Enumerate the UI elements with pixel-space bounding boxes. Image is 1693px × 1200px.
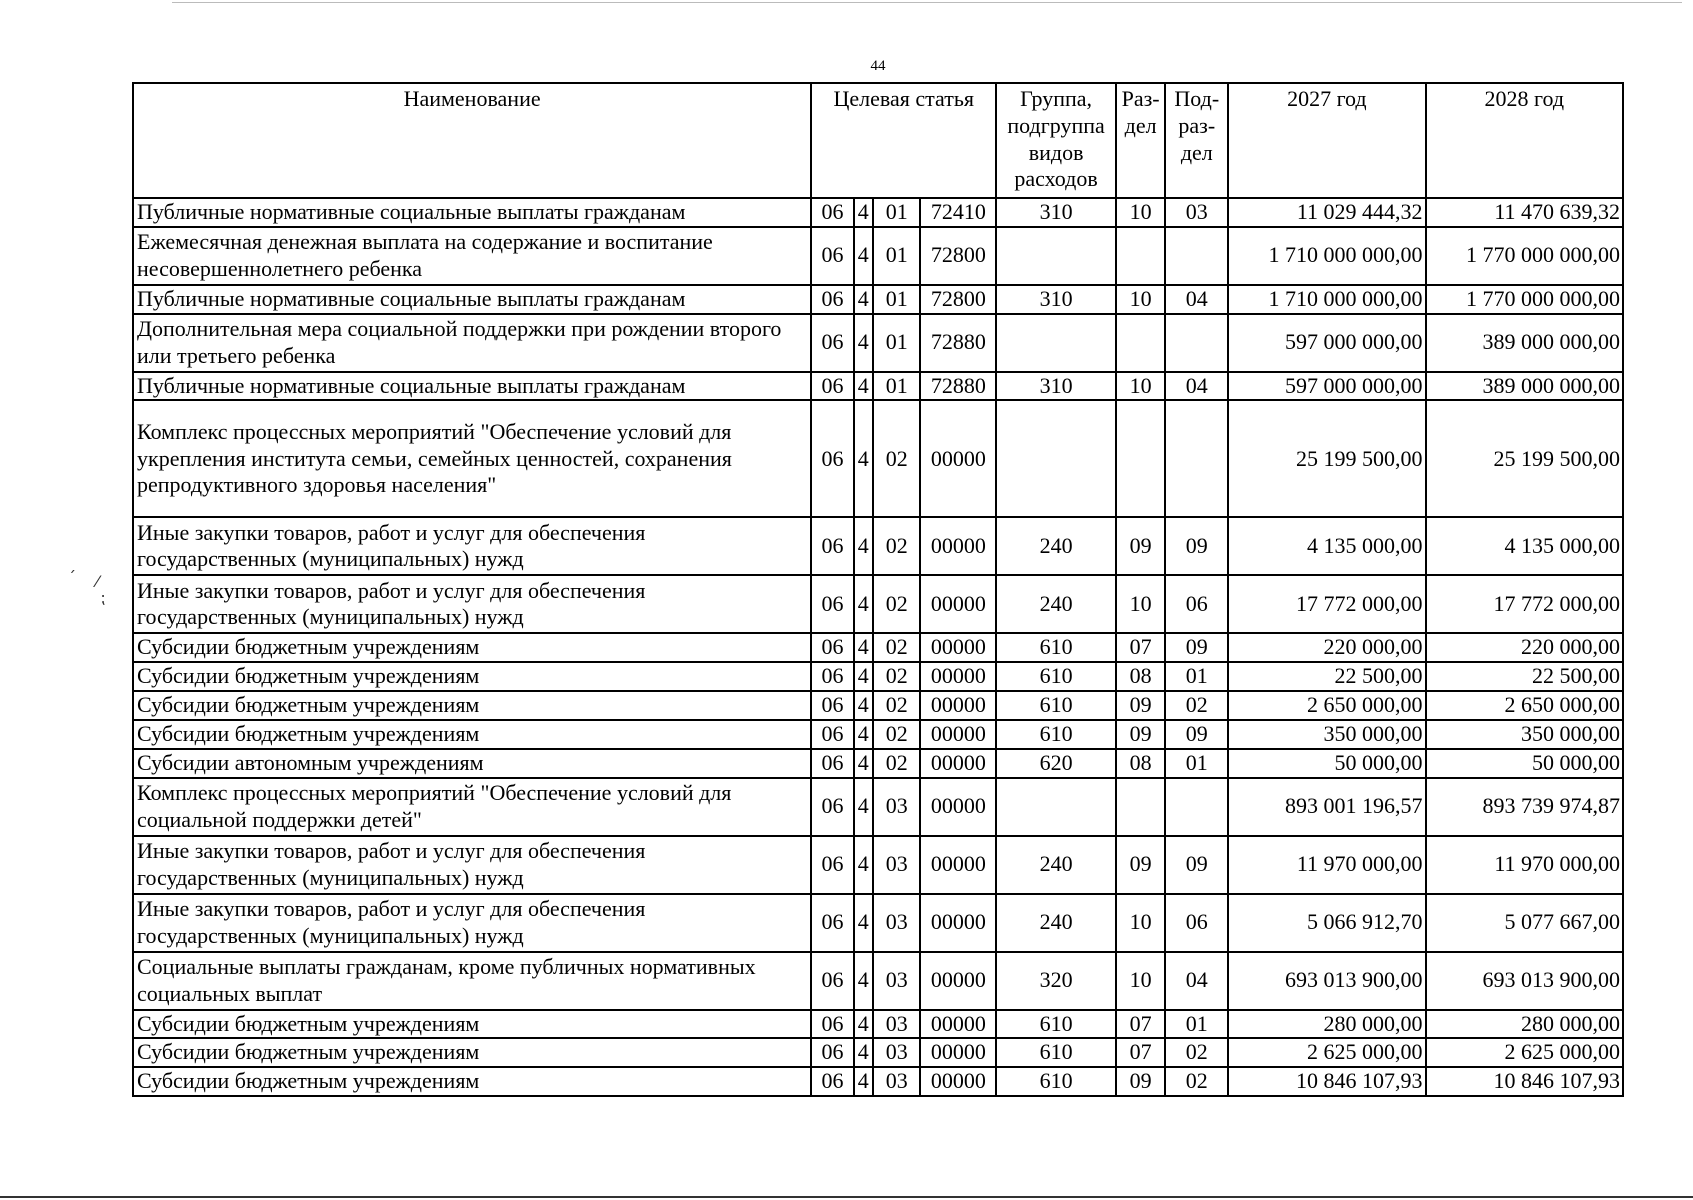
target-code-complex: 03	[873, 1010, 921, 1039]
expense-group: 610	[996, 633, 1115, 662]
target-code-type: 4	[854, 314, 873, 372]
section-code: 09	[1116, 836, 1166, 894]
target-code-program: 06	[811, 720, 854, 749]
section-code: 07	[1116, 633, 1166, 662]
table-row	[133, 691, 1623, 720]
amount-2028: 2 650 000,00	[1426, 691, 1623, 720]
amount-2027: 2 650 000,00	[1228, 691, 1425, 720]
subsection-code: 01	[1165, 749, 1228, 778]
expense-group: 610	[996, 691, 1115, 720]
row-name: Субсидии бюджетным учреждениям	[133, 662, 811, 691]
section-code: 09	[1116, 1067, 1166, 1096]
budget-table	[132, 82, 1624, 1097]
target-code-direction: 00000	[920, 633, 996, 662]
target-code-program: 06	[811, 749, 854, 778]
target-code-direction: 00000	[920, 575, 996, 633]
section-code	[1116, 400, 1166, 517]
target-code-type: 4	[854, 575, 873, 633]
target-code-complex: 03	[873, 1067, 921, 1096]
target-code-complex: 01	[873, 285, 921, 314]
header-target-article: Целевая статья	[811, 83, 996, 198]
target-code-program: 06	[811, 836, 854, 894]
target-code-type: 4	[854, 372, 873, 401]
target-code-program: 06	[811, 400, 854, 517]
expense-group: 610	[996, 720, 1115, 749]
target-code-program: 06	[811, 894, 854, 952]
target-code-program: 06	[811, 314, 854, 372]
expense-group: 320	[996, 952, 1115, 1010]
target-code-program: 06	[811, 372, 854, 401]
row-name: Иные закупки товаров, работ и услуг для обеспечения государственных (муниципальных) нужд	[133, 517, 811, 575]
subsection-code: 01	[1165, 1010, 1228, 1039]
row-name: Иные закупки товаров, работ и услуг для обеспечения государственных (муниципальных) нужд	[133, 894, 811, 952]
target-code-direction: 72880	[920, 372, 996, 401]
table-row	[133, 1067, 1623, 1096]
table-row	[133, 285, 1623, 314]
row-name: Комплекс процессных мероприятий "Обеспечение условий для укрепления института семьи, семейных ценностей, сохранения репродуктивного здоровья населения"	[133, 400, 811, 517]
target-code-complex: 02	[873, 662, 921, 691]
subsection-code: 09	[1165, 836, 1228, 894]
target-code-program: 06	[811, 1010, 854, 1039]
target-code-direction: 00000	[920, 749, 996, 778]
amount-2028: 1 770 000 000,00	[1426, 285, 1623, 314]
amount-2027: 22 500,00	[1228, 662, 1425, 691]
amount-2028: 389 000 000,00	[1426, 372, 1623, 401]
amount-2027: 597 000 000,00	[1228, 314, 1425, 372]
target-code-direction: 00000	[920, 1038, 996, 1067]
target-code-direction: 00000	[920, 894, 996, 952]
target-code-program: 06	[811, 1038, 854, 1067]
table-header-row	[133, 83, 1623, 198]
target-code-type: 4	[854, 1010, 873, 1039]
target-code-type: 4	[854, 400, 873, 517]
row-name: Субсидии бюджетным учреждениям	[133, 691, 811, 720]
amount-2028: 893 739 974,87	[1426, 778, 1623, 836]
target-code-complex: 03	[873, 778, 921, 836]
target-code-type: 4	[854, 517, 873, 575]
expense-group: 310	[996, 372, 1115, 401]
amount-2028: 25 199 500,00	[1426, 400, 1623, 517]
section-code: 09	[1116, 720, 1166, 749]
table-row	[133, 1010, 1623, 1039]
amount-2028: 1 770 000 000,00	[1426, 227, 1623, 285]
target-code-direction: 72800	[920, 285, 996, 314]
subsection-code: 04	[1165, 372, 1228, 401]
amount-2027: 25 199 500,00	[1228, 400, 1425, 517]
page-number: 44	[870, 58, 886, 74]
row-name: Дополнительная мера социальной поддержки при рождении второго или третьего ребенка	[133, 314, 811, 372]
amount-2028: 280 000,00	[1426, 1010, 1623, 1039]
target-code-type: 4	[854, 952, 873, 1010]
expense-group: 610	[996, 1067, 1115, 1096]
subsection-code	[1165, 400, 1228, 517]
section-code: 10	[1116, 372, 1166, 401]
target-code-direction: 00000	[920, 720, 996, 749]
target-code-complex: 03	[873, 836, 921, 894]
target-code-program: 06	[811, 952, 854, 1010]
table-row	[133, 633, 1623, 662]
row-name: Публичные нормативные социальные выплаты гражданам	[133, 285, 811, 314]
target-code-direction: 72880	[920, 314, 996, 372]
row-name: Субсидии бюджетным учреждениям	[133, 1067, 811, 1096]
subsection-code: 02	[1165, 691, 1228, 720]
target-code-direction: 00000	[920, 778, 996, 836]
subsection-code: 02	[1165, 1038, 1228, 1067]
subsection-code	[1165, 227, 1228, 285]
amount-2028: 11 970 000,00	[1426, 836, 1623, 894]
amount-2028: 220 000,00	[1426, 633, 1623, 662]
subsection-code: 06	[1165, 894, 1228, 952]
target-code-direction: 00000	[920, 836, 996, 894]
amount-2027: 693 013 900,00	[1228, 952, 1425, 1010]
target-code-direction: 00000	[920, 952, 996, 1010]
scan-speck: ´	[68, 568, 76, 587]
table-row	[133, 749, 1623, 778]
header-expense-group: Группа, подгруппа видов расходов	[996, 83, 1115, 198]
amount-2028: 11 470 639,32	[1426, 198, 1623, 227]
section-code: 10	[1116, 952, 1166, 1010]
target-code-type: 4	[854, 633, 873, 662]
target-code-program: 06	[811, 778, 854, 836]
amount-2027: 280 000,00	[1228, 1010, 1425, 1039]
target-code-type: 4	[854, 778, 873, 836]
subsection-code: 06	[1165, 575, 1228, 633]
bottom-rule	[0, 1196, 1693, 1198]
table-body	[133, 198, 1623, 1096]
amount-2028: 350 000,00	[1426, 720, 1623, 749]
target-code-complex: 02	[873, 749, 921, 778]
target-code-direction: 00000	[920, 1010, 996, 1039]
amount-2027: 597 000 000,00	[1228, 372, 1425, 401]
target-code-program: 06	[811, 198, 854, 227]
target-code-complex: 01	[873, 314, 921, 372]
row-name: Социальные выплаты гражданам, кроме публичных нормативных социальных выплат	[133, 952, 811, 1010]
amount-2027: 350 000,00	[1228, 720, 1425, 749]
target-code-complex: 02	[873, 633, 921, 662]
expense-group: 240	[996, 894, 1115, 952]
section-code: 10	[1116, 285, 1166, 314]
target-code-type: 4	[854, 285, 873, 314]
subsection-code	[1165, 314, 1228, 372]
row-name: Комплекс процессных мероприятий "Обеспечение условий для социальной поддержки детей"	[133, 778, 811, 836]
section-code	[1116, 227, 1166, 285]
target-code-program: 06	[811, 517, 854, 575]
scan-speck: ⁏	[100, 588, 106, 607]
target-code-type: 4	[854, 836, 873, 894]
target-code-complex: 03	[873, 1038, 921, 1067]
target-code-program: 06	[811, 633, 854, 662]
top-rule	[172, 2, 1682, 3]
row-name: Субсидии бюджетным учреждениям	[133, 720, 811, 749]
table-row	[133, 517, 1623, 575]
section-code: 07	[1116, 1010, 1166, 1039]
amount-2027: 4 135 000,00	[1228, 517, 1425, 575]
expense-group: 240	[996, 836, 1115, 894]
amount-2028: 22 500,00	[1426, 662, 1623, 691]
amount-2027: 17 772 000,00	[1228, 575, 1425, 633]
subsection-code: 01	[1165, 662, 1228, 691]
subsection-code: 09	[1165, 517, 1228, 575]
target-code-complex: 01	[873, 227, 921, 285]
row-name: Субсидии бюджетным учреждениям	[133, 633, 811, 662]
amount-2028: 10 846 107,93	[1426, 1067, 1623, 1096]
amount-2027: 11 029 444,32	[1228, 198, 1425, 227]
expense-group: 610	[996, 1038, 1115, 1067]
target-code-type: 4	[854, 227, 873, 285]
header-name: Наименование	[133, 83, 811, 198]
target-code-direction: 00000	[920, 1067, 996, 1096]
header-section: Раз- дел	[1116, 83, 1166, 198]
target-code-complex: 02	[873, 720, 921, 749]
target-code-complex: 02	[873, 517, 921, 575]
table-row	[133, 778, 1623, 836]
row-name: Иные закупки товаров, работ и услуг для обеспечения государственных (муниципальных) нужд	[133, 575, 811, 633]
section-code: 09	[1116, 517, 1166, 575]
row-name: Субсидии бюджетным учреждениям	[133, 1010, 811, 1039]
amount-2027: 50 000,00	[1228, 749, 1425, 778]
section-code: 10	[1116, 894, 1166, 952]
target-code-type: 4	[854, 691, 873, 720]
amount-2028: 693 013 900,00	[1426, 952, 1623, 1010]
expense-group: 240	[996, 575, 1115, 633]
table-row	[133, 400, 1623, 517]
table-row	[133, 1038, 1623, 1067]
expense-group	[996, 227, 1115, 285]
table-row	[133, 314, 1623, 372]
amount-2028: 50 000,00	[1426, 749, 1623, 778]
row-name: Ежемесячная денежная выплата на содержание и воспитание несовершеннолетнего ребенка	[133, 227, 811, 285]
subsection-code	[1165, 778, 1228, 836]
row-name: Субсидии автономным учреждениям	[133, 749, 811, 778]
table-row	[133, 836, 1623, 894]
header-year-2028: 2028 год	[1426, 83, 1623, 198]
amount-2027: 10 846 107,93	[1228, 1067, 1425, 1096]
target-code-direction: 00000	[920, 400, 996, 517]
amount-2028: 4 135 000,00	[1426, 517, 1623, 575]
amount-2028: 389 000 000,00	[1426, 314, 1623, 372]
target-code-program: 06	[811, 285, 854, 314]
expense-group	[996, 314, 1115, 372]
row-name: Публичные нормативные социальные выплаты гражданам	[133, 198, 811, 227]
target-code-type: 4	[854, 720, 873, 749]
section-code: 10	[1116, 575, 1166, 633]
section-code: 07	[1116, 1038, 1166, 1067]
amount-2027: 893 001 196,57	[1228, 778, 1425, 836]
amount-2027: 11 970 000,00	[1228, 836, 1425, 894]
section-code: 08	[1116, 662, 1166, 691]
target-code-complex: 02	[873, 400, 921, 517]
amount-2027: 2 625 000,00	[1228, 1038, 1425, 1067]
table-row	[133, 198, 1623, 227]
target-code-direction: 72410	[920, 198, 996, 227]
table-row	[133, 952, 1623, 1010]
target-code-complex: 03	[873, 894, 921, 952]
amount-2027: 220 000,00	[1228, 633, 1425, 662]
expense-group: 610	[996, 662, 1115, 691]
amount-2027: 1 710 000 000,00	[1228, 285, 1425, 314]
target-code-complex: 02	[873, 575, 921, 633]
section-code	[1116, 778, 1166, 836]
section-code	[1116, 314, 1166, 372]
target-code-direction: 00000	[920, 662, 996, 691]
expense-group	[996, 778, 1115, 836]
amount-2028: 2 625 000,00	[1426, 1038, 1623, 1067]
table-row	[133, 720, 1623, 749]
target-code-type: 4	[854, 894, 873, 952]
subsection-code: 09	[1165, 633, 1228, 662]
amount-2027: 1 710 000 000,00	[1228, 227, 1425, 285]
expense-group	[996, 400, 1115, 517]
table-row	[133, 662, 1623, 691]
target-code-direction: 00000	[920, 691, 996, 720]
target-code-program: 06	[811, 227, 854, 285]
target-code-direction: 00000	[920, 517, 996, 575]
row-name: Публичные нормативные социальные выплаты гражданам	[133, 372, 811, 401]
target-code-type: 4	[854, 662, 873, 691]
target-code-program: 06	[811, 1067, 854, 1096]
expense-group: 610	[996, 1010, 1115, 1039]
amount-2027: 5 066 912,70	[1228, 894, 1425, 952]
subsection-code: 04	[1165, 285, 1228, 314]
expense-group: 310	[996, 198, 1115, 227]
row-name: Иные закупки товаров, работ и услуг для обеспечения государственных (муниципальных) нужд	[133, 836, 811, 894]
subsection-code: 04	[1165, 952, 1228, 1010]
subsection-code: 02	[1165, 1067, 1228, 1096]
header-year-2027: 2027 год	[1228, 83, 1425, 198]
section-code: 08	[1116, 749, 1166, 778]
target-code-complex: 02	[873, 691, 921, 720]
target-code-type: 4	[854, 749, 873, 778]
subsection-code: 09	[1165, 720, 1228, 749]
target-code-type: 4	[854, 1067, 873, 1096]
table-row	[133, 575, 1623, 633]
table-row	[133, 372, 1623, 401]
subsection-code: 03	[1165, 198, 1228, 227]
target-code-complex: 01	[873, 198, 921, 227]
table-row	[133, 227, 1623, 285]
section-code: 10	[1116, 198, 1166, 227]
row-name: Субсидии бюджетным учреждениям	[133, 1038, 811, 1067]
target-code-complex: 03	[873, 952, 921, 1010]
section-code: 09	[1116, 691, 1166, 720]
table-row	[133, 894, 1623, 952]
expense-group: 620	[996, 749, 1115, 778]
scan-speck: ⁄	[96, 572, 99, 591]
target-code-direction: 72800	[920, 227, 996, 285]
header-subsection: Под- раз- дел	[1165, 83, 1228, 198]
target-code-program: 06	[811, 662, 854, 691]
amount-2028: 5 077 667,00	[1426, 894, 1623, 952]
target-code-type: 4	[854, 198, 873, 227]
expense-group: 310	[996, 285, 1115, 314]
target-code-program: 06	[811, 691, 854, 720]
target-code-complex: 01	[873, 372, 921, 401]
target-code-program: 06	[811, 575, 854, 633]
amount-2028: 17 772 000,00	[1426, 575, 1623, 633]
target-code-type: 4	[854, 1038, 873, 1067]
expense-group: 240	[996, 517, 1115, 575]
